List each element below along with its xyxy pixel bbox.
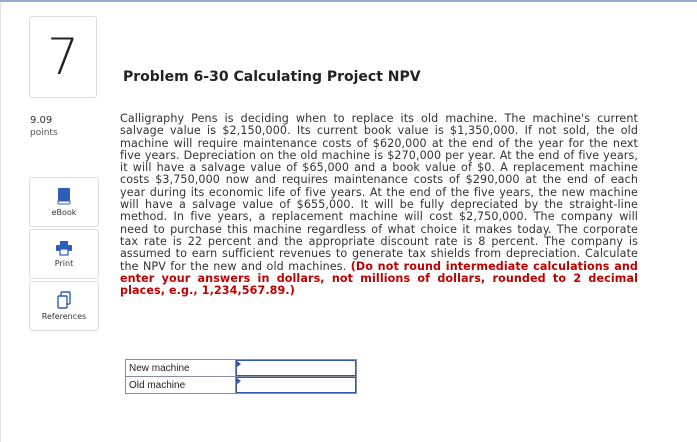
- ebook-label: eBook: [51, 208, 77, 217]
- answer-row-new-machine: [126, 360, 357, 377]
- problem-title: Problem 6-30 Calculating Project NPV: [123, 69, 421, 85]
- points-value: 9.09: [30, 115, 53, 126]
- input-marker: [237, 361, 241, 367]
- new-machine-npv-input[interactable]: [236, 360, 356, 376]
- old-machine-label: Old machine: [126, 377, 236, 394]
- old-machine-npv-input[interactable]: [236, 377, 356, 393]
- points-label: points: [30, 128, 58, 138]
- ebook-button[interactable]: [29, 177, 99, 227]
- problem-body: Calligraphy Pens is deciding when to replace its old machine. The machine's current salvage value is $2,150,000. Its current book value is $1,350,000. If not sold, the old machine will require maintenance costs of $620,000 at the end of the year for the next five years. Depreciation on the old machine is $270,000 per year. At the end of five years, it will have a salvage value of $65,000 and a book value of $0. A replacement machine costs $3,750,000 now and requires maintenance costs of $290,000 at the end of each year during its economic life of five years. At the end of the five years, the new machine will have a salvage value of $655,000. It will be fully depreciated by the straight-line method. In five years, a replacement machine will cost $2,750,000. The company will need to purchase this machine regardless of what choice it makes today. The corporate tax rate is 22 percent and the appropriate discount rate is 8 percent. The company is assumed to earn sufficient revenues to generate tax shields from depreciation. Calculate the NPV for the new and old machines.: [120, 112, 638, 273]
- problem-text: [120, 113, 638, 297]
- print-button[interactable]: [29, 229, 99, 279]
- new-machine-label: New machine: [126, 360, 236, 377]
- printer-icon: [55, 240, 73, 256]
- left-border: [0, 2, 1, 442]
- answer-table: [125, 359, 357, 394]
- book-icon: [56, 187, 72, 205]
- print-label: Print: [54, 259, 74, 268]
- answer-row-old-machine: [126, 377, 357, 394]
- question-number: 7: [29, 16, 97, 98]
- problem-instruction: (Do not round intermediate calculations and enter your answers in dollars, not millions of dollars, rounded to 2 decimal places, e.g., 1,234,567.89.): [120, 259, 638, 298]
- references-button[interactable]: [29, 281, 99, 331]
- references-icon: [56, 291, 72, 309]
- top-border: [0, 0, 697, 2]
- input-marker: [237, 378, 241, 384]
- references-label: References: [41, 312, 87, 321]
